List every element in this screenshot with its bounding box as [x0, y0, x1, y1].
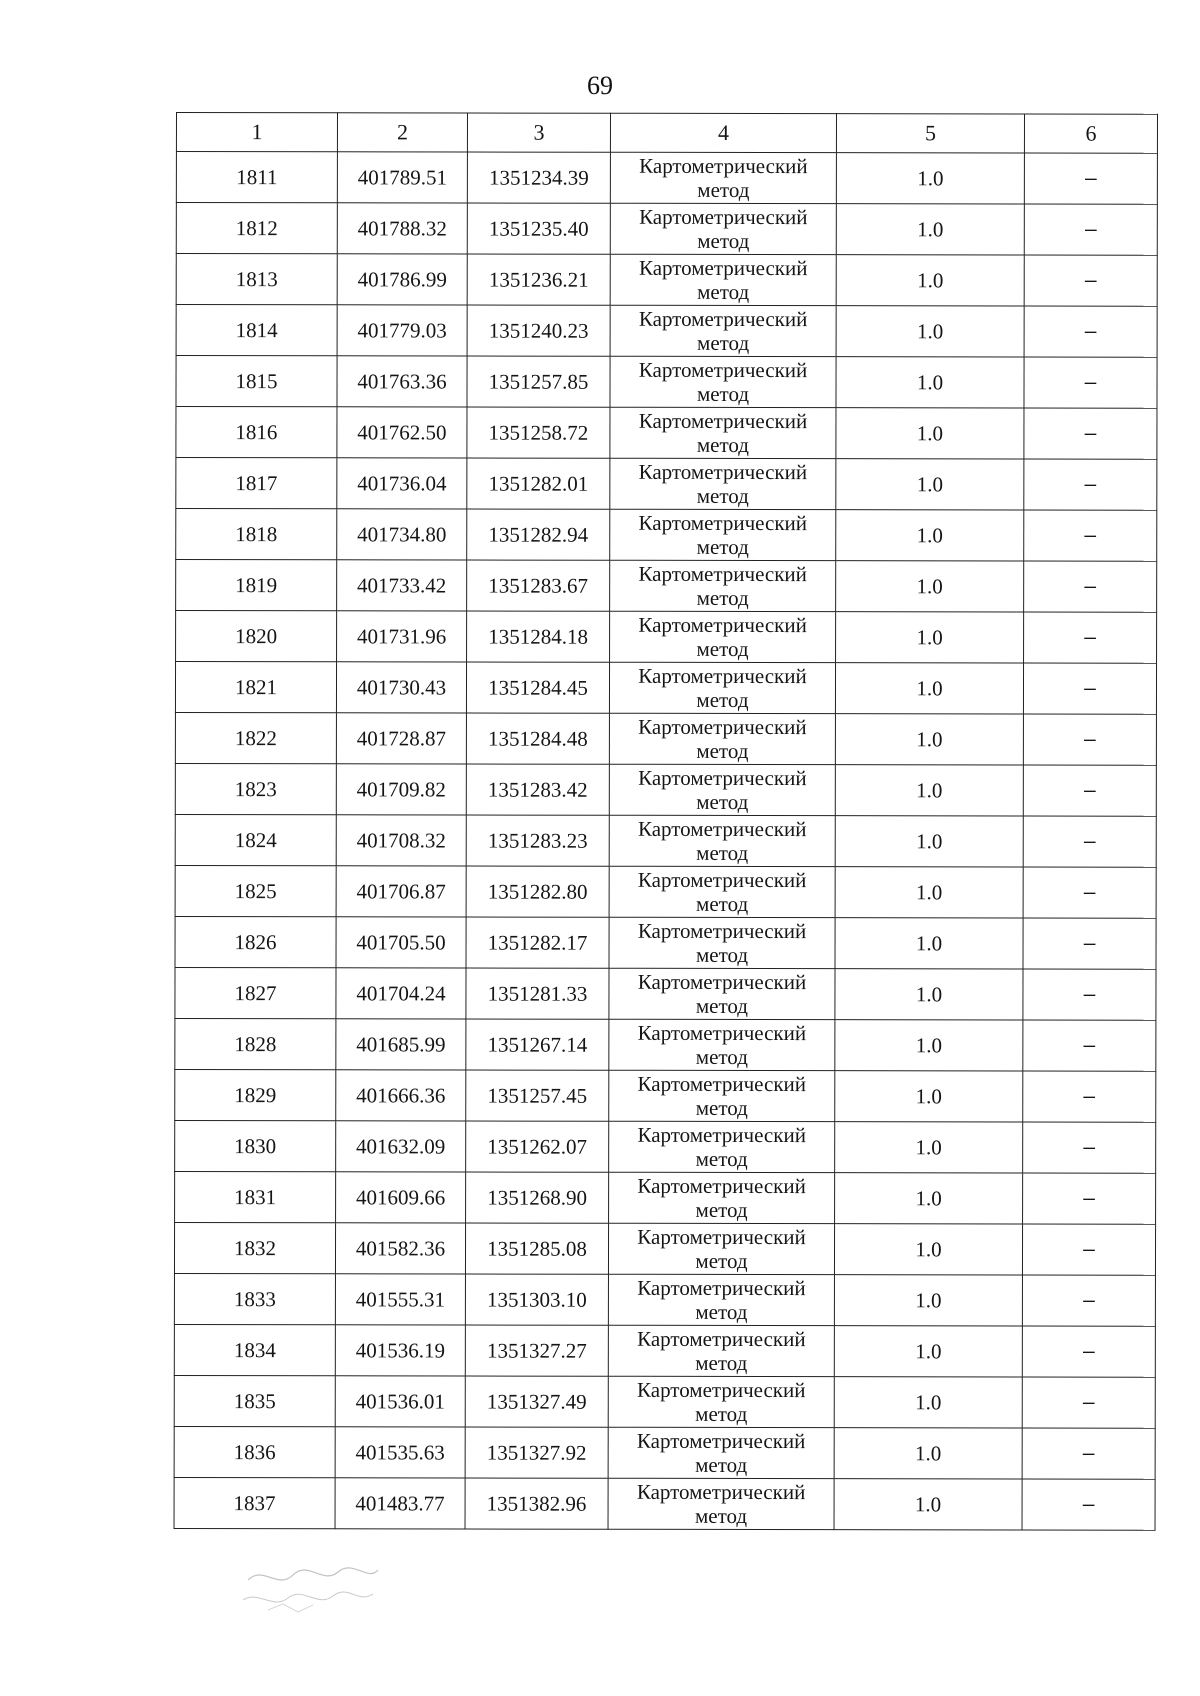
table-row: [174, 1222, 1155, 1275]
header-row: [176, 113, 1157, 154]
y-coordinate-cell: 1351282.17: [466, 917, 609, 968]
table-row: [174, 1324, 1155, 1377]
note-cell: –: [1024, 204, 1157, 255]
page-number: 69: [587, 71, 613, 100]
point-number-cell: 1811: [176, 152, 337, 203]
method-line-1: Картометрический: [637, 969, 807, 995]
x-coordinate-cell: 401685.99: [336, 1019, 466, 1070]
point-number-cell: 1836: [174, 1426, 335, 1477]
table-row: [174, 1426, 1155, 1479]
y-coordinate-cell: 1351267.14: [466, 1019, 609, 1070]
note-cell: –: [1024, 357, 1157, 408]
method-line-2: метод: [696, 738, 749, 764]
method-line-2: метод: [696, 381, 750, 407]
method-line-1: Картометрический: [637, 1173, 806, 1199]
x-coordinate-cell: 401736.04: [337, 458, 467, 509]
x-coordinate-cell: 401763.36: [337, 356, 467, 407]
point-number-cell: 1815: [176, 356, 337, 407]
accuracy-cell: 1.0: [834, 1377, 1022, 1428]
x-coordinate-cell: 401483.77: [335, 1478, 465, 1529]
accuracy-cell: 1.0: [836, 408, 1024, 459]
y-coordinate-cell: 1351268.90: [466, 1172, 609, 1223]
point-number-cell: 1837: [174, 1477, 335, 1528]
method-line-1: Картометрический: [638, 459, 808, 485]
method-cell: [609, 866, 835, 917]
coordinates-table: [174, 112, 1158, 1531]
method-cell: [608, 1478, 834, 1529]
point-number-cell: 1814: [176, 305, 337, 356]
note-cell: –: [1024, 306, 1157, 357]
x-coordinate-cell: 401731.96: [337, 611, 467, 662]
x-coordinate-cell: 401536.01: [335, 1376, 465, 1427]
accuracy-cell: 1.0: [835, 816, 1023, 867]
method-cell: [609, 917, 835, 968]
column-header-4: 4: [610, 113, 836, 152]
method-line-1: Картометрический: [638, 306, 808, 332]
table-row: [176, 305, 1157, 358]
y-coordinate-cell: 1351327.49: [465, 1376, 608, 1427]
y-coordinate-cell: 1351283.67: [467, 560, 610, 611]
accuracy-cell: 1.0: [835, 1071, 1023, 1122]
table-row: [175, 967, 1156, 1020]
method-line-1: Картометрический: [637, 1122, 806, 1148]
method-line-2: метод: [695, 1299, 748, 1324]
y-coordinate-cell: 1351235.40: [467, 203, 610, 254]
y-coordinate-cell: 1351284.45: [466, 662, 609, 713]
y-coordinate-cell: 1351258.72: [467, 407, 610, 458]
method-cell: [608, 1325, 834, 1376]
point-number-cell: 1820: [176, 611, 337, 662]
method-line-2: метод: [696, 483, 749, 509]
method-cell: [609, 713, 835, 764]
table-row: [175, 712, 1156, 765]
point-number-cell: 1819: [176, 560, 337, 611]
table-row: [176, 560, 1157, 613]
note-cell: –: [1022, 1326, 1155, 1377]
method-cell: [610, 611, 836, 662]
x-coordinate-cell: 401779.03: [337, 305, 467, 356]
note-cell: –: [1024, 561, 1157, 612]
method-line-1: Картометрический: [638, 408, 808, 434]
y-coordinate-cell: 1351382.96: [465, 1478, 608, 1529]
method-line-1: Картометрический: [638, 663, 807, 689]
method-line-2: метод: [697, 279, 750, 305]
column-header-5: 5: [836, 114, 1024, 153]
table-row: [176, 407, 1157, 460]
table-row: [176, 458, 1157, 511]
method-line-2: метод: [696, 687, 749, 713]
table-body: [174, 152, 1157, 1531]
column-header-2: 2: [337, 113, 467, 152]
table-header: [176, 113, 1157, 154]
table-row: [175, 1069, 1156, 1122]
method-cell: [609, 1121, 835, 1172]
method-cell: [608, 1376, 834, 1427]
x-coordinate-cell: 401728.87: [336, 713, 466, 764]
x-coordinate-cell: 401536.19: [335, 1325, 465, 1376]
point-number-cell: 1835: [174, 1375, 335, 1426]
accuracy-cell: 1.0: [835, 867, 1023, 918]
method-line-2: метод: [695, 1350, 748, 1375]
note-cell: –: [1023, 867, 1156, 918]
accuracy-cell: 1.0: [836, 357, 1024, 408]
y-coordinate-cell: 1351284.18: [467, 611, 610, 662]
column-header-6: 6: [1024, 114, 1157, 153]
accuracy-cell: 1.0: [836, 459, 1024, 510]
x-coordinate-cell: 401706.87: [336, 866, 466, 917]
method-line-2: метод: [695, 1095, 748, 1120]
note-cell: –: [1024, 255, 1157, 306]
note-cell: –: [1023, 1173, 1156, 1224]
point-number-cell: 1821: [175, 662, 336, 713]
method-line-1: Картометрический: [637, 1071, 807, 1097]
table-row: [175, 763, 1156, 816]
method-line-1: Картометрический: [638, 714, 807, 740]
y-coordinate-cell: 1351303.10: [465, 1274, 608, 1325]
y-coordinate-cell: 1351257.45: [466, 1070, 609, 1121]
table-row: [175, 814, 1156, 867]
method-line-1: Картометрический: [637, 918, 807, 944]
y-coordinate-cell: 1351282.80: [466, 866, 609, 917]
x-coordinate-cell: 401733.42: [337, 560, 467, 611]
method-line-1: Картометрический: [638, 357, 808, 383]
method-line-1: Картометрический: [637, 1020, 807, 1046]
note-cell: –: [1023, 816, 1156, 867]
signature-stamp: [238, 1560, 388, 1620]
method-cell: [610, 254, 836, 305]
method-line-2: метод: [695, 993, 749, 1018]
method-cell: [609, 815, 835, 866]
y-coordinate-cell: 1351283.23: [466, 815, 609, 866]
method-line-2: метод: [695, 1044, 748, 1069]
x-coordinate-cell: 401708.32: [336, 815, 466, 866]
method-line-2: метод: [694, 1503, 748, 1528]
method-line-1: Картометрический: [637, 867, 807, 893]
y-coordinate-cell: 1351327.92: [465, 1427, 608, 1478]
point-number-cell: 1834: [174, 1324, 335, 1375]
method-line-2: метод: [696, 585, 749, 611]
x-coordinate-cell: 401705.50: [336, 917, 466, 968]
method-line-2: метод: [697, 228, 750, 254]
y-coordinate-cell: 1351284.48: [466, 713, 609, 764]
method-line-2: метод: [696, 432, 749, 458]
method-line-1: Картометрический: [637, 816, 807, 842]
point-number-cell: 1818: [176, 509, 337, 560]
table-row: [175, 916, 1156, 969]
table-row: [176, 356, 1157, 409]
table-row: [174, 1273, 1155, 1326]
x-coordinate-cell: 401609.66: [336, 1172, 466, 1223]
point-number-cell: 1813: [176, 254, 337, 305]
accuracy-cell: 1.0: [835, 1122, 1023, 1173]
y-coordinate-cell: 1351257.85: [467, 356, 610, 407]
method-cell: [610, 560, 836, 611]
method-line-2: метод: [696, 840, 749, 865]
x-coordinate-cell: 401730.43: [336, 662, 466, 713]
point-number-cell: 1832: [174, 1222, 335, 1273]
point-number-cell: 1826: [175, 916, 336, 967]
method-line-1: Картометрический: [639, 204, 808, 230]
x-coordinate-cell: 401789.51: [337, 152, 467, 203]
x-coordinate-cell: 401709.82: [336, 764, 466, 815]
table-row: [174, 1477, 1155, 1530]
accuracy-cell: 1.0: [836, 306, 1024, 357]
note-cell: –: [1023, 1122, 1156, 1173]
table-row: [175, 1171, 1156, 1224]
method-cell: [610, 509, 836, 560]
method-line-1: Картометрический: [636, 1479, 806, 1505]
y-coordinate-cell: 1351234.39: [467, 152, 610, 203]
method-line-2: метод: [695, 1146, 748, 1171]
x-coordinate-cell: 401786.99: [337, 254, 467, 305]
method-line-2: метод: [697, 177, 750, 203]
point-number-cell: 1830: [175, 1120, 336, 1171]
point-number-cell: 1824: [175, 814, 336, 865]
table-row: [175, 662, 1156, 715]
method-line-1: Картометрический: [637, 1326, 806, 1352]
method-line-1: Картометрический: [636, 1428, 806, 1454]
note-cell: –: [1024, 459, 1157, 510]
x-coordinate-cell: 401582.36: [335, 1223, 465, 1274]
accuracy-cell: 1.0: [834, 1428, 1022, 1479]
y-coordinate-cell: 1351327.27: [465, 1325, 608, 1376]
accuracy-cell: 1.0: [834, 1275, 1022, 1326]
method-line-2: метод: [695, 1248, 748, 1273]
table-row: [174, 1375, 1155, 1428]
point-number-cell: 1831: [175, 1171, 336, 1222]
note-cell: –: [1023, 1071, 1156, 1122]
x-coordinate-cell: 401734.80: [337, 509, 467, 560]
note-cell: –: [1023, 969, 1156, 1020]
y-coordinate-cell: 1351240.23: [467, 305, 610, 356]
method-cell: [610, 305, 836, 356]
accuracy-cell: 1.0: [834, 1479, 1022, 1530]
point-number-cell: 1823: [175, 763, 336, 814]
note-cell: –: [1023, 765, 1156, 816]
note-cell: –: [1024, 153, 1157, 204]
note-cell: –: [1022, 1377, 1155, 1428]
y-coordinate-cell: 1351283.42: [466, 764, 609, 815]
point-number-cell: 1833: [174, 1273, 335, 1324]
x-coordinate-cell: 401555.31: [335, 1274, 465, 1325]
column-header-1: 1: [176, 113, 337, 152]
method-line-1: Картометрический: [637, 1377, 806, 1403]
method-line-2: метод: [695, 1452, 748, 1477]
accuracy-cell: 1.0: [835, 663, 1023, 714]
table-row: [176, 611, 1157, 664]
y-coordinate-cell: 1351282.94: [467, 509, 610, 560]
accuracy-cell: 1.0: [835, 969, 1023, 1020]
method-cell: [610, 407, 836, 458]
accuracy-cell: 1.0: [835, 1020, 1023, 1071]
accuracy-cell: 1.0: [836, 204, 1024, 255]
y-coordinate-cell: 1351236.21: [467, 254, 610, 305]
method-line-1: Картометрический: [637, 1275, 806, 1301]
point-number-cell: 1822: [175, 712, 336, 763]
method-line-1: Картометрический: [638, 612, 807, 638]
table-row: [176, 509, 1157, 562]
accuracy-cell: 1.0: [835, 714, 1023, 765]
accuracy-cell: 1.0: [835, 1173, 1023, 1224]
x-coordinate-cell: 401704.24: [336, 968, 466, 1019]
method-line-1: Картометрический: [638, 765, 807, 791]
accuracy-cell: 1.0: [835, 765, 1023, 816]
table-row: [175, 1120, 1156, 1173]
method-line-1: Картометрический: [639, 153, 808, 179]
method-cell: [610, 458, 836, 509]
method-cell: [609, 1019, 835, 1070]
note-cell: –: [1022, 1428, 1155, 1479]
method-line-1: Картометрический: [638, 561, 807, 587]
note-cell: –: [1024, 408, 1157, 459]
accuracy-cell: 1.0: [834, 1326, 1022, 1377]
method-line-2: метод: [696, 636, 749, 662]
note-cell: –: [1023, 714, 1156, 765]
point-number-cell: 1825: [175, 865, 336, 916]
table-row: [176, 254, 1157, 307]
method-line-1: Картометрический: [637, 1224, 806, 1250]
note-cell: –: [1023, 1020, 1156, 1071]
accuracy-cell: 1.0: [836, 153, 1024, 204]
y-coordinate-cell: 1351282.01: [467, 458, 610, 509]
point-number-cell: 1827: [175, 967, 336, 1018]
y-coordinate-cell: 1351262.07: [466, 1121, 609, 1172]
note-cell: –: [1022, 1479, 1155, 1530]
table-row: [175, 865, 1156, 918]
x-coordinate-cell: 401535.63: [335, 1427, 465, 1478]
table-row: [176, 203, 1157, 256]
method-cell: [610, 152, 836, 203]
method-cell: [608, 1274, 834, 1325]
method-cell: [609, 1172, 835, 1223]
method-cell: [610, 203, 836, 254]
point-number-cell: 1812: [176, 203, 337, 254]
x-coordinate-cell: 401666.36: [336, 1070, 466, 1121]
method-cell: [608, 1427, 834, 1478]
note-cell: –: [1023, 663, 1156, 714]
method-line-2: метод: [695, 1401, 748, 1426]
method-cell: [609, 662, 835, 713]
table-row: [175, 1018, 1156, 1071]
accuracy-cell: 1.0: [836, 561, 1024, 612]
method-line-2: метод: [696, 534, 749, 560]
accuracy-cell: 1.0: [836, 612, 1024, 663]
column-header-3: 3: [467, 113, 610, 152]
method-cell: [609, 1070, 835, 1121]
note-cell: –: [1022, 1275, 1155, 1326]
method-line-2: метод: [696, 891, 749, 916]
accuracy-cell: 1.0: [835, 918, 1023, 969]
accuracy-cell: 1.0: [836, 510, 1024, 561]
x-coordinate-cell: 401632.09: [336, 1121, 466, 1172]
y-coordinate-cell: 1351285.08: [465, 1223, 608, 1274]
note-cell: –: [1024, 510, 1157, 561]
accuracy-cell: 1.0: [834, 1224, 1022, 1275]
x-coordinate-cell: 401788.32: [337, 203, 467, 254]
method-line-2: метод: [696, 789, 749, 814]
x-coordinate-cell: 401762.50: [337, 407, 467, 458]
method-line-1: Картометрический: [638, 255, 808, 281]
method-line-2: метод: [697, 330, 750, 356]
point-number-cell: 1829: [175, 1069, 336, 1120]
point-number-cell: 1817: [176, 458, 337, 509]
point-number-cell: 1828: [175, 1018, 336, 1069]
method-cell: [609, 764, 835, 815]
method-cell: [610, 356, 836, 407]
note-cell: –: [1024, 612, 1157, 663]
table-row: [176, 152, 1157, 205]
method-cell: [609, 968, 835, 1019]
method-cell: [608, 1223, 834, 1274]
method-line-1: Картометрический: [638, 510, 808, 536]
note-cell: –: [1023, 918, 1156, 969]
y-coordinate-cell: 1351281.33: [466, 968, 609, 1019]
method-line-2: метод: [695, 942, 749, 967]
point-number-cell: 1816: [176, 407, 337, 458]
accuracy-cell: 1.0: [836, 255, 1024, 306]
note-cell: –: [1022, 1224, 1155, 1275]
method-line-2: метод: [695, 1197, 748, 1222]
